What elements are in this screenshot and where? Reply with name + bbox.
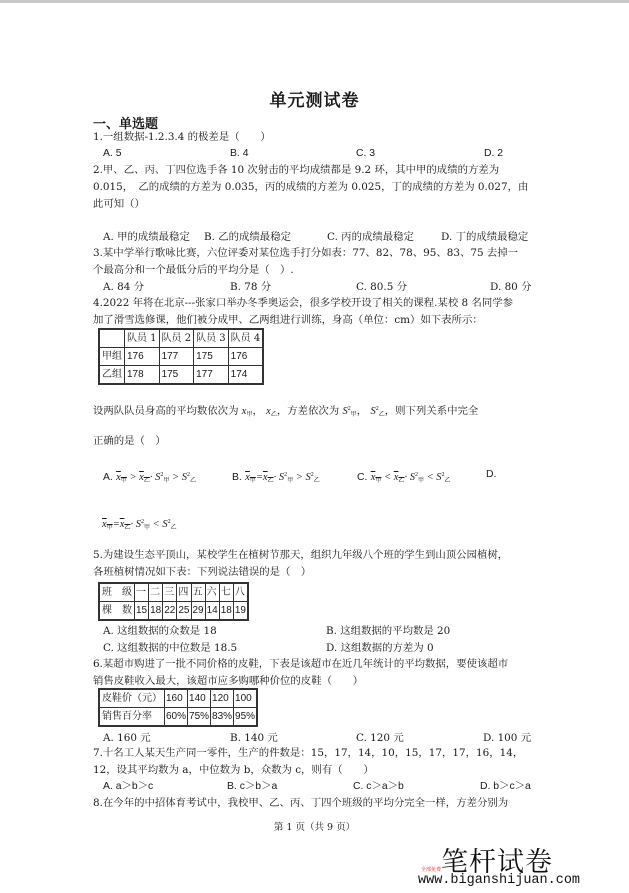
shoe-price-table [98, 688, 258, 727]
table-cell: 四 [177, 583, 191, 602]
separator: ， [252, 405, 263, 417]
q4-option-a: A. $x_甲 > x_乙\cdot S^2_甲 > S^2_乙$ [103, 472, 196, 484]
table-header-cell: 队员 4 [228, 329, 263, 348]
height-table [98, 328, 264, 385]
table-row [99, 583, 248, 602]
question-2-line-2: 0.015， 乙的成绩的方差为 0.035，丙的成绩的方差为 0.025，丁的成绩的方差为 0.027，由 [93, 181, 529, 193]
question-1-stem: 1.一组数据-1.2.3.4 的极差是（ ） [93, 131, 271, 143]
table-cell: 177 [159, 348, 194, 366]
text: 设两队队员身高的平均数依次为 [93, 405, 239, 417]
question-8-line-1: 8.在今年的中招体育考试中，我校甲、乙、丙、丁四个班级的平均分完全一样，方差分别为 [93, 797, 509, 809]
table-cell: 120 [211, 689, 234, 708]
table-row [99, 366, 263, 385]
q3-option-d: D. 80 分 [490, 281, 532, 293]
q5-option-a: A. 这组数据的众数是 18 [103, 625, 217, 637]
watermark-brand: 笔杆试卷 [441, 847, 553, 878]
table-cell: 175 [194, 348, 229, 366]
table-cell: 95% [234, 708, 258, 727]
table-cell: 83% [211, 708, 234, 727]
q1-option-d: D. 2 [484, 148, 504, 159]
q5-option-b: B. 这组数据的平均数是 20 [326, 625, 451, 637]
q3-option-c: C. 80.5 分 [356, 281, 408, 293]
question-6-line-1: 6.某超市购进了一批不同价格的皮鞋，下表是该超市在近几年统计的平均数据，要使该超市 [93, 658, 509, 670]
table-header-cell: 队员 3 [194, 329, 229, 348]
option-label: B. [232, 472, 242, 483]
q6-option-d: D. 100 元 [483, 732, 532, 744]
q6-option-b: B. 140 元 [230, 732, 278, 744]
question-7-line-1: 7.十名工人某天生产同一零件，生产的件数是：15，17，14，10，15，17，17，16，14， [93, 747, 524, 759]
q2-option-a: A. 甲的成绩最稳定 [103, 231, 190, 243]
watermark-url: www.biganshijuan.com [418, 873, 581, 888]
table-row [99, 602, 248, 621]
row-label: 皮鞋价（元） [99, 689, 165, 708]
question-6-line-2: 销售皮鞋收入最大，该超市应多购哪种价位的皮鞋（ ） [93, 675, 364, 687]
option-label: A. [103, 472, 113, 483]
q4-option-b: B. $x_甲=x_乙\cdot S^2_甲 > S^2_乙$ [232, 472, 320, 484]
row-label: 销售百分率 [99, 708, 165, 727]
q4-option-c: C. $x_甲 < x_乙\cdot S^2_甲 < S^2_乙$ [357, 472, 451, 484]
q7-option-a: A. a＞b＞c [103, 781, 154, 792]
q1-option-a: A. 5 [103, 148, 122, 159]
q6-option-c: C. 120 元 [356, 732, 404, 744]
table-cell: 三 [163, 583, 177, 602]
question-7-line-2: 12，设其平均数为 a，中位数为 b，众数为 c，则有（ ） [93, 764, 374, 776]
table-cell: 一 [135, 583, 149, 602]
table-cell: 176 [228, 348, 263, 366]
q2-option-d: D. 丁的成绩最稳定 [441, 231, 529, 243]
q1-option-c: C. 3 [356, 148, 376, 159]
table-cell: 15 [135, 602, 149, 621]
mean-jia-symbol: $x_甲$ [241, 406, 253, 418]
table-cell: 五 [191, 583, 205, 602]
table-cell: 14 [205, 602, 219, 621]
question-4-followup-line-2: 正确的是（ ） [93, 435, 166, 447]
table-cell: 二 [149, 583, 163, 602]
q5-option-d: D. 这组数据的方差为 0 [326, 642, 434, 654]
question-2-line-3: 此可知（） [93, 198, 145, 210]
q2-option-b: B. 乙的成绩最稳定 [204, 231, 291, 243]
row-label: 甲组 [99, 348, 125, 366]
variance-yi-symbol: $S^2_乙$ [370, 406, 385, 418]
row-label: 班 级 [99, 583, 135, 602]
window-top-edge [0, 0, 629, 3]
table-cell: 22 [163, 602, 177, 621]
table-cell: 75% [188, 708, 211, 727]
q5-option-c: C. 这组数据的中位数是 18.5 [103, 642, 238, 654]
table-row [99, 689, 257, 708]
section-heading: 一、单选题 [93, 117, 159, 132]
page-title: 单元测试卷 [269, 91, 360, 111]
question-4-line-2: 加了滑雪选修课，他们被分成甲、乙两组进行训练，身高（单位：cm）如下表所示： [93, 314, 483, 326]
table-cell: 160 [165, 689, 188, 708]
table-cell: 100 [234, 689, 258, 708]
mean-yi-symbol: $x_乙$ [266, 406, 277, 418]
q4-option-d-label: D. [486, 469, 497, 480]
page-number-footer: 第 1 页（共 9 页） [273, 822, 356, 833]
table-cell: 19 [233, 602, 248, 621]
table-cell: 177 [194, 366, 229, 385]
table-row [99, 708, 257, 727]
table-cell: 七 [219, 583, 233, 602]
table-cell: 60% [165, 708, 188, 727]
table-cell: 174 [228, 366, 263, 385]
table-cell [99, 329, 125, 348]
option-label: C. [357, 472, 368, 483]
question-2-line-1: 2.甲、乙、丙、丁四位选手各 10 次射击的平均成绩都是 9.2 环，其中甲的成绩的方差为 [93, 164, 500, 176]
table-cell: 25 [177, 602, 191, 621]
q3-option-b: B. 78 分 [230, 281, 272, 293]
watermark-free-tag: 全部免费 [421, 867, 442, 873]
table-header-row [99, 329, 263, 348]
table-cell: 178 [125, 366, 160, 385]
table-cell: 176 [125, 348, 160, 366]
row-label: 棵 数 [99, 602, 135, 621]
q1-option-b: B. 4 [230, 148, 249, 159]
question-4-followup-line-1 [93, 402, 478, 422]
table-cell: 六 [205, 583, 219, 602]
table-cell: 29 [191, 602, 205, 621]
question-5-line-2: 各班植树情况如下表：下列说法错误的是（ ） [93, 566, 312, 578]
table-header-cell: 队员 2 [159, 329, 194, 348]
table-cell: 18 [149, 602, 163, 621]
text: ，则下列关系中完全 [384, 405, 479, 417]
variance-jia-symbol: $S^2_甲$ [342, 406, 357, 418]
text: ，方差依次为 [276, 405, 340, 417]
separator: ， [356, 405, 368, 417]
table-header-cell: 队员 1 [125, 329, 160, 348]
q6-option-a: A. 160 元 [103, 732, 151, 744]
tree-planting-table [98, 582, 249, 621]
question-3-line-1: 3.某中学举行歌咏比赛，六位评委对某位选手打分如表：77、82、78、95、83、75 去掉一 [93, 247, 519, 259]
q2-option-c: C. 丙的成绩最稳定 [327, 231, 414, 243]
table-row [99, 348, 263, 366]
table-cell: 八 [233, 583, 248, 602]
q7-option-b: B. c＞b＞a [227, 781, 278, 792]
table-cell: 18 [219, 602, 233, 621]
table-cell: 140 [188, 689, 211, 708]
question-4-line-1: 4.2022 年将在北京---张家口举办冬季奥运会，很多学校开设了相关的课程.某校 8 名同学参 [93, 297, 513, 309]
question-5-line-1: 5.为建设生态平顶山，某校学生在植树节那天，组织九年级八个班的学生到山顶公园植树， [93, 549, 509, 561]
q7-option-d: D. b＞c＞a [480, 781, 531, 792]
row-label: 乙组 [99, 366, 125, 385]
q7-option-c: C. c＞a＞b [353, 781, 404, 792]
table-cell: 175 [159, 366, 194, 385]
q4-option-d-formula: $x_甲=x_乙\cdot S^2_甲 < S^2_乙$ [102, 519, 177, 531]
question-3-line-2: 个最高分和一个最低分后的平均分是（ ）. [93, 264, 294, 276]
q3-option-a: A. 84 分 [103, 281, 145, 293]
